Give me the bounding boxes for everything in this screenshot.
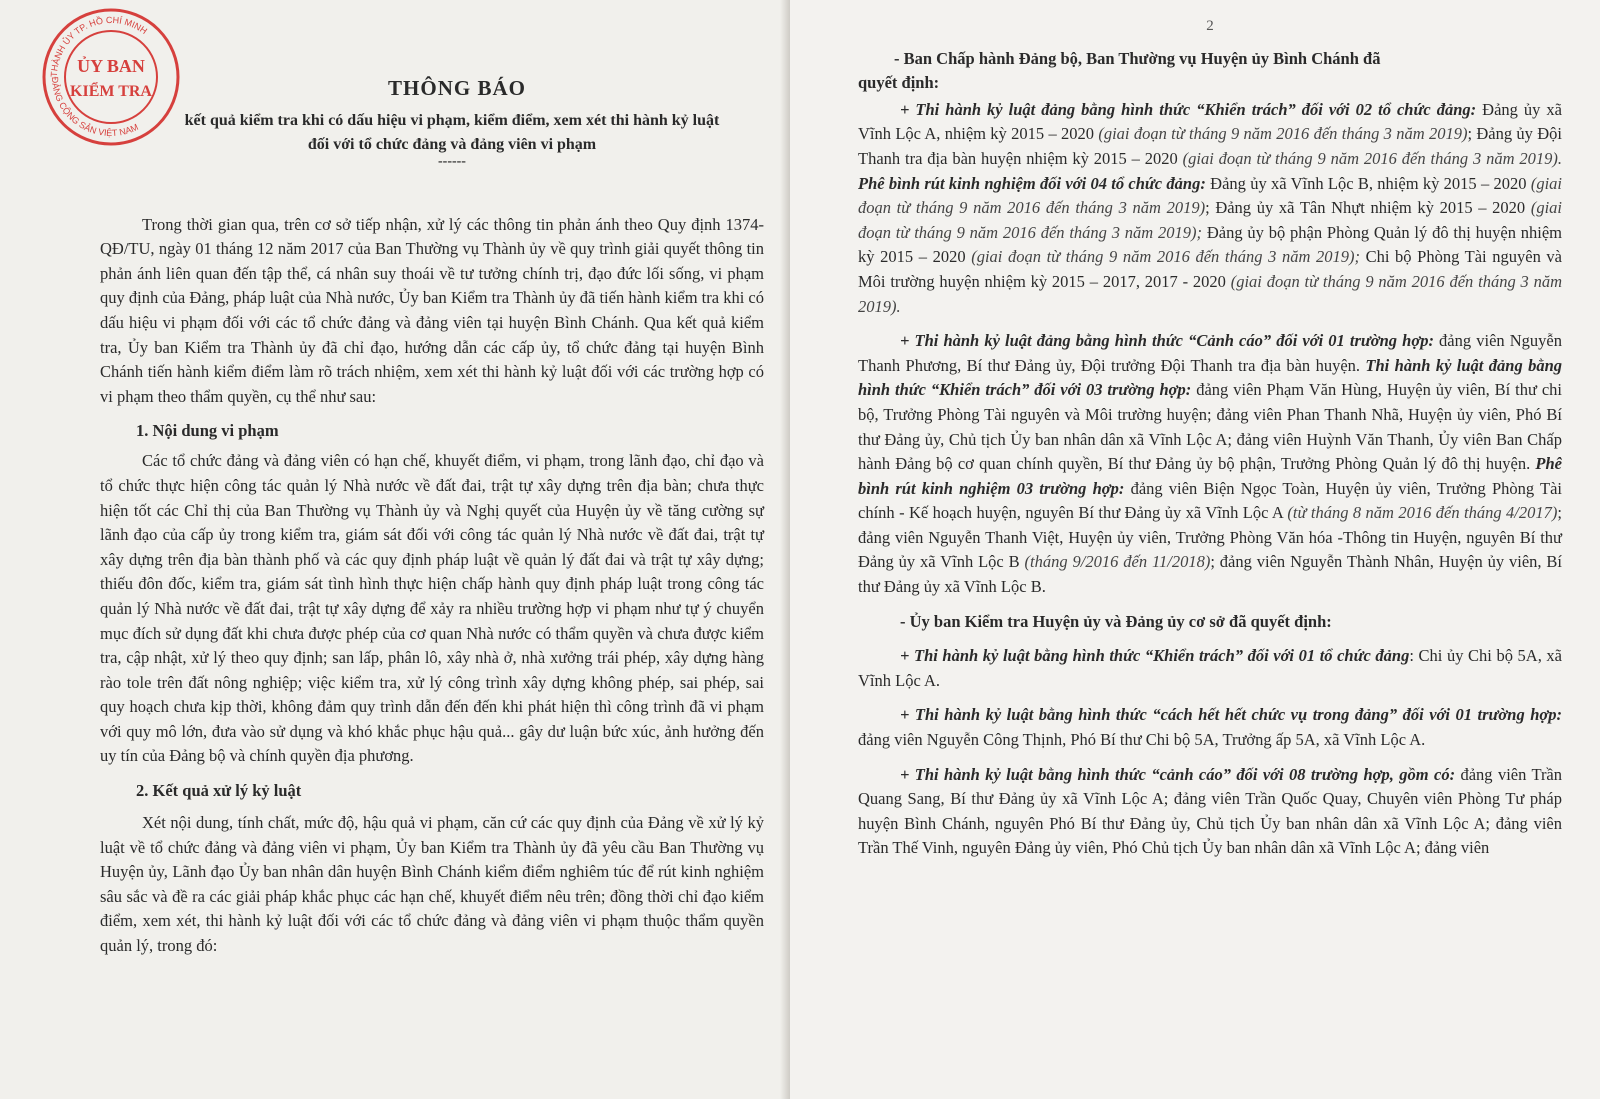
- left-page: [0, 0, 790, 1099]
- bold-phrase: + Thi hành kỷ luật đảng bằng hình thức “Khiển trách” đối với 02 tổ chức đảng:: [900, 99, 1477, 119]
- red-seal-stamp: [40, 6, 182, 148]
- violations-paragraph: Các tổ chức đảng và đảng viên có hạn chế, khuyết điểm, vi phạm, trong lãnh đạo, chỉ đạo và tổ chức thực hiện công tác quản lý Nhà nước về đất đai, trật tự xây dựng trên địa bàn; chưa thực hiện tốt các Chỉ thị của Ban Thường vụ Thành ủy và Nghị quyết của Huyện ủy về tăng cường sự lãnh đạo của cấp ủy trong kiểm tra, giám sát đối với công tác quản lý Nhà nước về đất đai, trật tự xây dựng trên địa bàn thành phố và các quy định pháp luật về quản lý đất đai và trật tự xây dựng; thiếu đôn đốc, kiểm tra, giám sát tình hình thực hiện chấp hành quy định pháp luật trong công tác quản lý Nhà nước về đất đai, trật tự xây dựng để xảy ra nhiều trường hợp vi phạm như tự ý chuyển mục đích sử dụng đất khi chưa được phép của cơ quan Nhà nước có thẩm quyền và chưa được kiểm tra, cập nhật, xử lý theo quy định; san lấp, phân lô, xây nhà ở, nhà xưởng trái phép, xây dựng hàng rào tole trên đất nông nghiệp; việc kiểm tra, xử lý công trình xây dựng không phép, sai phép, sai quy hoạch chưa kịp thời, không đảm quy trình dẫn đến đến khi phát hiện thì công trình đã vi phạm với quy mô lớn, đưa vào sử dụng và khó khắc phục hậu quả... gây dư luận bức xúc, ảnh hưởng đến uy tín của Đảng bộ và chính quyền địa phương.: [100, 451, 764, 766]
- document-subtitle-line-2: đối với tổ chức đảng và đảng viên vi phạm: [307, 135, 597, 153]
- stamp-ring-bottom-text: ĐẢNG CỘNG SẢN VIỆT NAM: [49, 76, 140, 139]
- discipline-paragraph: Xét nội dung, tính chất, mức độ, hậu quả vi phạm, căn cứ các quy định của Đảng về xử lý kỷ luật về tổ chức đảng và đảng viên vi phạm, Ủy ban Kiểm tra Thành ủy đã yêu cầu Ban Thường vụ Huyện ủy, Lãnh đạo Ủy ban nhân dân huyện Bình Chánh kiểm điểm nghiêm túc để rút kinh nghiệm sâu sắc và đề ra các giải pháp khắc phục các hạn chế, khuyết điểm nêu trên; đồng thời chỉ đạo kiểm điểm, xem xét, thi hành kỷ luật đối với các tổ chức đảng và đảng viên vi phạm thuộc thẩm quyền quản lý, trong đó:: [100, 813, 764, 956]
- reprimand-organization-paragraph: [858, 644, 1562, 693]
- bold-phrase: + Thi hành kỷ luật bằng hình thức “cách hết hết chức vụ trong đảng” đối với 01 trường hợp:: [900, 705, 1562, 725]
- text-run: đảng viên Trần Quang Sang, Bí thư Đảng ủy xã Vĩnh Lộc A; đảng viên Trần Quốc Quay, Chuyên viên Phòng Tư pháp huyện Bình Chánh, nguyên Phó Bí thư Đảng ủy, Chủ tịch Ủy ban nhân dân xã Vĩnh Lộc A; đảng viên Trần Thế Vinh, nguyên Đảng ủy viên, Phó Chủ tịch Ủy ban nhân dân xã Vĩnh Lộc A; đảng viên: [858, 764, 1563, 858]
- text-run: ; đảng viên Nguyễn Thành Nhân, Huyện ủy viên, Bí thư Đảng ủy xã Vĩnh Lộc B.: [858, 552, 1563, 597]
- text-run: ; Đảng ủy xã Tân Nhựt nhiệm kỳ 2015 – 2020: [1205, 198, 1531, 218]
- text-run: đảng viên Biện Ngọc Toàn, Huyện ủy viên, Trưởng Phòng Tài chính - Kế hoạch huyện, nguyên Bí thư Đảng ủy xã Vĩnh Lộc A: [858, 478, 1562, 523]
- text-run: đảng viên Nguyễn Thanh Phương, Bí thư Đảng ủy, Đội trưởng Đội Thanh tra địa bàn huyện.: [858, 331, 1562, 375]
- text-run: Đảng ủy xã Vĩnh Lộc B, nhiệm kỳ 2015 – 2020: [1205, 173, 1531, 193]
- bold-phrase: Phê bình rút kinh nghiệm 03 trường hợp:: [858, 454, 1562, 498]
- text-run: ; đảng viên Nguyễn Thanh Việt, Huyện ủy viên, Trưởng Phòng Văn hóa -Thông tin Huyện, nguyên Bí thư Đảng ủy xã Vĩnh Lộc B: [858, 503, 1562, 572]
- italic-period: (giai đoạn từ tháng 9 năm 2016 đến tháng 3 năm 2019): [858, 173, 1562, 218]
- text-run: ; Đảng ủy Đội Thanh tra địa bàn huyện nhiệm kỳ 2015 – 2020: [858, 124, 1562, 168]
- text-run: Đảng ủy bộ phận Phòng Quản lý đô thị huyện nhiệm kỳ 2015 – 2020: [858, 222, 1562, 267]
- text-run: đảng viên Nguyễn Công Thịnh, Phó Bí thư Chi bộ 5A, Trưởng ấp 5A, xã Vĩnh Lộc A.: [858, 730, 1426, 750]
- section-heading-discipline: 2. Kết quả xử lý kỷ luật: [136, 781, 302, 801]
- page-number: 2: [1206, 18, 1214, 34]
- discipline-individuals-paragraph: [858, 329, 1562, 600]
- stamp-ring-top-text: THÀNH ỦY TP. HỒ CHÍ MINH: [48, 14, 150, 78]
- italic-period: (giai đoạn từ tháng 9 năm 2016 đến tháng 3 năm 2019);: [971, 247, 1360, 267]
- bold-phrase: + Thi hành kỷ luật bằng hình thức “cảnh cáo” đối với 08 trường hợp, gồm có:: [900, 764, 1456, 784]
- bold-phrase: + Thi hành kỷ luật bằng hình thức “Khiển trách” đối với 01 tổ chức đảng: [900, 646, 1410, 666]
- executive-committee-decision-intro: [858, 47, 1562, 96]
- stamp-line-2: KIỂM TRA: [70, 83, 152, 100]
- stamp-line-1: ỦY BAN: [77, 56, 145, 76]
- intro-lead-text: - Ban Chấp hành Đảng bộ, Ban Thường vụ Huyện ủy Bình Chánh đã: [894, 48, 1381, 68]
- warning-paragraph: [858, 763, 1562, 861]
- italic-period: (giai đoạn từ tháng 9 năm 2016 đến tháng 3 năm 2019).: [858, 271, 1562, 316]
- title-separator: ------: [438, 153, 466, 169]
- document-title: THÔNG BÁO: [388, 76, 526, 100]
- bold-phrase: Phê bình rút kinh nghiệm đối với 04 tổ chức đảng:: [858, 173, 1206, 193]
- right-page: [790, 0, 1600, 1099]
- inspection-committee-decision-heading: - Ủy ban Kiểm tra Huyện ủy và Đảng ủy cơ sở đã quyết định:: [900, 611, 1332, 631]
- intro-paragraph: Trong thời gian qua, trên cơ sở tiếp nhận, xử lý các thông tin phản ánh theo Quy định 1374-QĐ/TU, ngày 01 tháng 12 năm 2017 của Ban Thường vụ Thành ủy về quy trình giải quyết thông tin phản ánh liên quan đến tập thể, cá nhân suy thoái về tư tưởng chính trị, đạo đức lối sống, vi phạm quy định của Đảng, pháp luật của Nhà nước, Ủy ban Kiểm tra Thành ủy đã tiến hành kiểm tra khi có dấu hiệu vi phạm đối với các tổ chức đảng và đảng viên tại huyện Bình Chánh. Qua kết quả kiểm tra, Ủy ban Kiểm tra Thành ủy đã chỉ đạo, hướng dẫn các cấp ủy, tổ chức đảng tại huyện Bình Chánh tiến hành kiểm điểm làm rõ trách nhiệm, xem xét thi hành kỷ luật đối với các trường hợp có vi phạm theo thẩm quyền, cụ thể như sau:: [100, 214, 764, 406]
- document-subtitle-line-1: kết quả kiểm tra khi có dấu hiệu vi phạm, kiểm điểm, xem xét thi hành kỷ luật: [184, 111, 720, 129]
- section-heading-violations: 1. Nội dung vi phạm: [136, 421, 279, 441]
- italic-period: (giai đoạn từ tháng 9 năm 2016 đến tháng 3 năm 2019): [1098, 124, 1468, 144]
- italic-period: (từ tháng 8 năm 2016 đến tháng 4/2017): [1287, 503, 1558, 523]
- bold-phrase: + Thi hành kỷ luật đảng bằng hình thức “Cảnh cáo” đối với 01 trường hợp:: [900, 331, 1434, 351]
- italic-period: (giai đoạn từ tháng 9 năm 2016 đến tháng 3 năm 2019);: [858, 198, 1562, 242]
- italic-period: (tháng 9/2016 đến 11/2018): [1024, 552, 1211, 572]
- intro-tail-text: quyết định:: [858, 73, 940, 93]
- text-run: đảng viên Phạm Văn Hùng, Huyện ủy viên, Bí thư chi bộ, Trưởng Phòng Tài nguyên và Môi trường huyện; đảng viên Phan Thanh Nhã, Huyện ủy viên, Phó Bí thư Đảng ủy, Chủ tịch Ủy ban nhân dân xã Vĩnh Lộc A; đảng viên Huỳnh Văn Thanh, Ủy viên Ban Chấp hành Đảng bộ cơ quan chính quyền, Bí thư Đảng ủy bộ phận, Trưởng Phòng Quản lý đô thị huyện.: [858, 380, 1563, 474]
- italic-period: (giai đoạn từ tháng 9 năm 2016 đến tháng 3 năm 2019).: [1182, 148, 1562, 168]
- text-run: Đảng ủy xã Vĩnh Lộc A, nhiệm kỳ 2015 – 2020: [858, 99, 1562, 144]
- text-run: : Chi ủy Chi bộ 5A, xã Vĩnh Lộc A.: [858, 646, 1562, 690]
- discipline-organizations-paragraph: [858, 98, 1562, 319]
- bold-phrase: Thi hành kỷ luật đảng bằng hình thức “Khiển trách” đối với 03 trường hợp:: [858, 355, 1563, 400]
- dismissal-paragraph: [858, 703, 1562, 752]
- text-run: Chi bộ Phòng Tài nguyên và Môi trường huyện nhiệm kỳ 2015 – 2017, 2017 - 2020: [858, 247, 1563, 291]
